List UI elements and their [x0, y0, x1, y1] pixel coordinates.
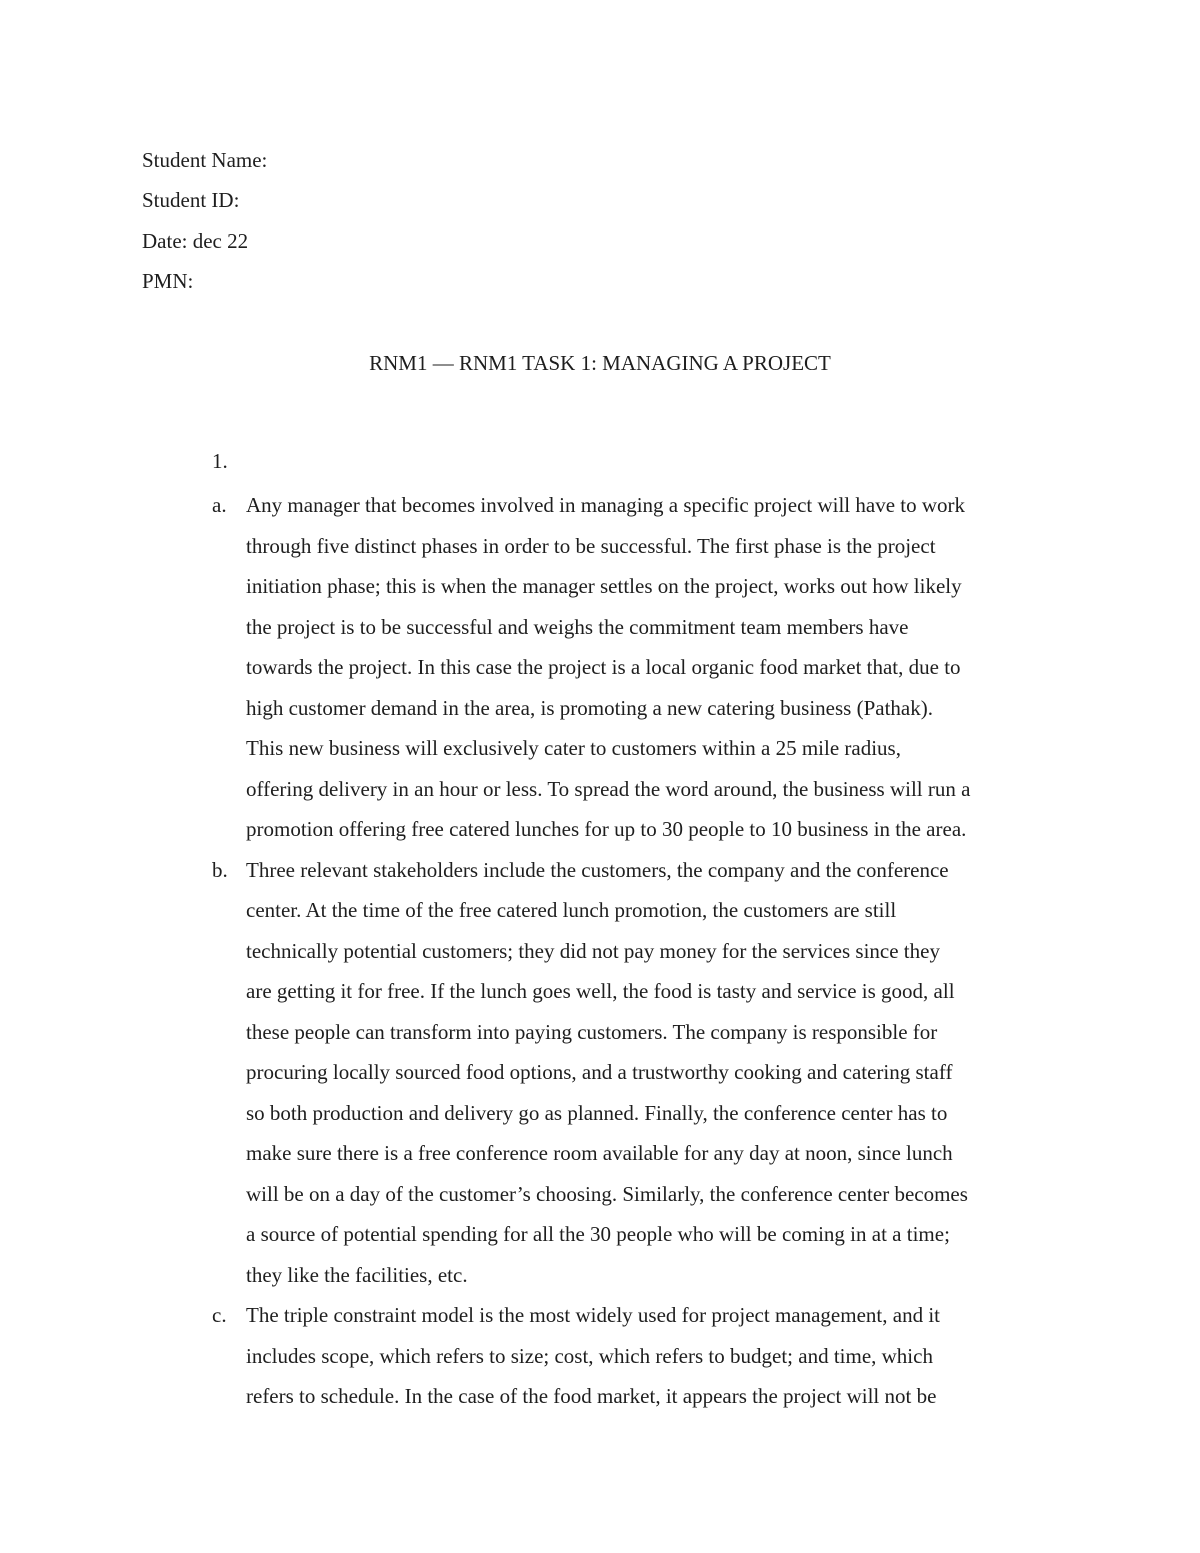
list-item-text: Three relevant stakeholders include the customers, the company and the conference center. At the time of the free catered lunch promotion, the customers are still technically potential customers; they did not pay money for the services since they are getting it for free. If the lunch goes well, the food is tasty and service is good, all these people can transform into paying customers. The company is responsible for procuring locally sourced food options, and a trustworthy cooking and catering staff so both production and delivery go as planned. Finally, the conference center has to make sure there is a free conference room available for any day at noon, since lunch will be on a day of the customer’s choosing. Similarly, the conference center becomes a source of potential spending for all the 30 people who will be coming in at a time; they like the facilities, etc. [246, 857, 968, 1287]
list-item-text: The triple constraint model is the most widely used for project management, and it includes scope, which refers to size; cost, which refers to budget; and time, which refers to schedule. In the case of the food market, it appears the project will not be [246, 1303, 940, 1408]
list-item-label: c. [212, 1303, 227, 1327]
date-line: Date: dec 22 [142, 228, 249, 253]
list-item-text: Any manager that becomes involved in managing a specific project will have to work through five distinct phases in order to be successful. The first phase is the project initiation phase; this is when the manager settles on the project, works out how likely the project is to be successful and weighs the commitment team members have towards the project. In this case the project is a local organic food market that, due to high customer demand in the area, is promoting a new catering business (Pathak). This new business will exclusively cater to customers within a 25 mile radius, offering delivery in an hour or less. To spread the word around, the business will run a promotion offering free catered lunches for up to 30 people to 10 business in the area. [246, 493, 971, 841]
pmn-line: PMN: [142, 268, 194, 293]
document-title: RNM1 — RNM1 TASK 1: MANAGING A PROJECT [369, 351, 831, 375]
list-item-label: a. [212, 493, 227, 517]
list-item-c [0, 1295, 1200, 1417]
list-number: 1. [212, 449, 228, 473]
student-info-block [142, 140, 742, 301]
student-name-line: Student Name: [142, 148, 268, 172]
answer-list [0, 485, 1200, 1417]
student-id-line: Student ID: [142, 188, 240, 213]
list-item-label: b. [212, 857, 228, 882]
list-item-b [0, 850, 1200, 1296]
list-item-a [0, 485, 1200, 850]
